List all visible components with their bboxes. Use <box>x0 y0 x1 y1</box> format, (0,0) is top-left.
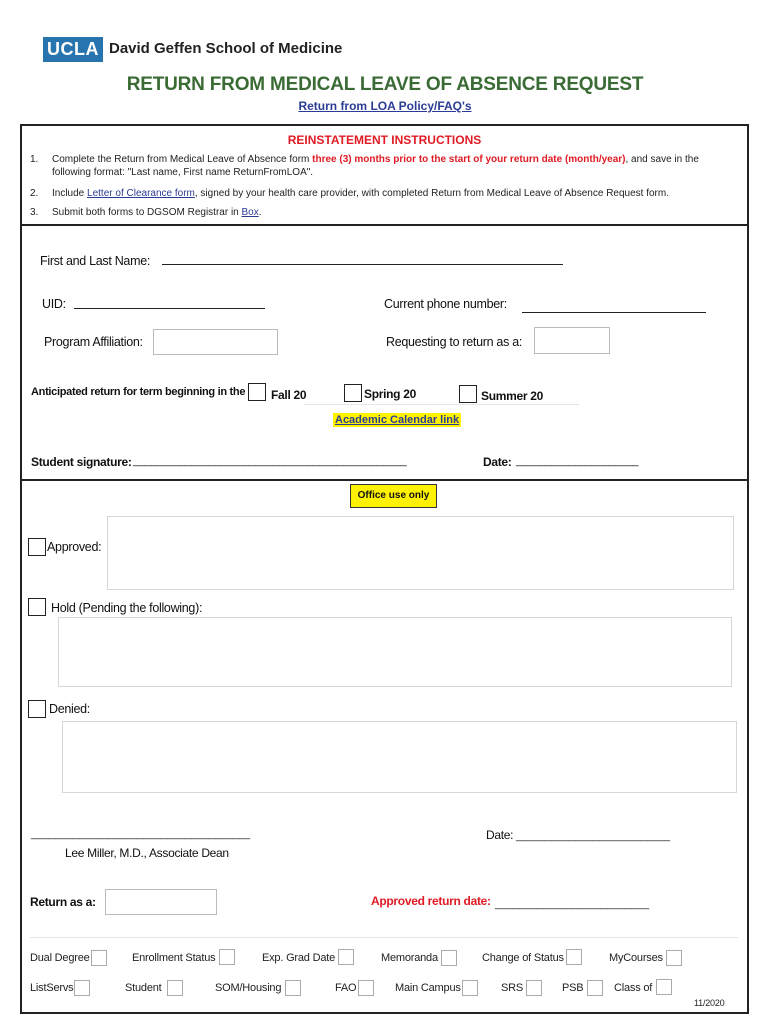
checklist-fao-checkbox[interactable] <box>358 980 374 996</box>
instruction-text: . <box>258 207 262 218</box>
checklist-student-checkbox[interactable] <box>167 980 183 996</box>
checklist-psb-label: PSB <box>562 982 584 994</box>
instruction-text: Include <box>52 188 88 199</box>
uid-label: UID: <box>42 297 66 311</box>
instructions-box <box>20 124 749 226</box>
summer-checkbox[interactable] <box>459 385 477 403</box>
office-return-as-input[interactable] <box>105 889 217 915</box>
student-date-label: Date: <box>483 455 512 469</box>
office-use-note: Office use only <box>350 484 437 508</box>
checklist-psb-checkbox[interactable] <box>587 980 603 996</box>
checklist-class-of-label: Class of <box>614 982 653 994</box>
summer-label: Summer 20 <box>481 389 543 403</box>
denied-notes-area[interactable] <box>62 721 737 793</box>
checklist-change-of-status-checkbox[interactable] <box>566 949 582 965</box>
school-name: David Geffen School of Medicine <box>109 40 343 57</box>
approved-label: Approved: <box>47 540 102 554</box>
name-field[interactable] <box>162 264 563 265</box>
checklist-main-campus-checkbox[interactable] <box>462 980 478 996</box>
instruction-number: 3. <box>30 207 39 218</box>
checklist-divider <box>30 937 738 938</box>
hold-notes-area[interactable] <box>58 617 732 687</box>
instruction-text: , signed by your health care provider, with completed Return from Medical Leave of Absence Request form. <box>194 188 669 199</box>
box-link[interactable]: Box <box>241 207 259 218</box>
checklist-enrollment-status-label: Enrollment Status <box>132 952 216 964</box>
fall-label: Fall 20 <box>271 388 307 402</box>
instruction-number: 1. <box>30 154 39 165</box>
hold-label: Hold (Pending the following): <box>51 601 203 615</box>
approved-date-label: Approved return date: <box>371 894 491 908</box>
dean-date-field[interactable]: __________________________ <box>516 830 670 842</box>
phone-field[interactable] <box>522 312 706 313</box>
approved-notes-area[interactable] <box>107 516 734 590</box>
return-as-input[interactable] <box>534 327 610 354</box>
deadline-emphasis: three (3) months prior to the start of your return date (month/year) <box>312 154 626 165</box>
denied-label: Denied: <box>49 702 90 716</box>
name-label: First and Last Name: <box>40 254 151 268</box>
dean-signature-field[interactable]: _____________________________________ <box>31 828 250 840</box>
letter-of-clearance-link[interactable]: Letter of Clearance form <box>87 188 195 199</box>
checklist-exp-grad-date-checkbox[interactable] <box>338 949 354 965</box>
denied-checkbox[interactable] <box>28 700 46 718</box>
term-label: Anticipated return for term beginning in the <box>31 386 246 398</box>
program-affiliation-input[interactable] <box>153 329 278 355</box>
filename-format: following format: "Last name, First name ReturnFromLOA". <box>52 167 314 178</box>
instruction-text: Submit both forms to DGSOM Registrar in <box>52 207 242 218</box>
form-title: RETURN FROM MEDICAL LEAVE OF ABSENCE REQUEST <box>126 74 644 95</box>
approved-date-field[interactable]: __________________________ <box>495 898 649 910</box>
instruction-text: , and save in the <box>625 154 699 165</box>
ucla-logo: UCLA <box>43 37 103 62</box>
checklist-exp-grad-date-label: Exp. Grad Date <box>262 952 336 964</box>
checklist-memoranda-checkbox[interactable] <box>441 950 457 966</box>
checklist-listservs-checkbox[interactable] <box>74 980 90 996</box>
spring-label: Spring 20 <box>364 387 416 401</box>
checklist-memoranda-label: Memoranda <box>381 952 438 964</box>
policy-faq-link[interactable]: Return from LOA Policy/FAQ's <box>298 99 472 113</box>
checklist-dual-degree-label: Dual Degree <box>30 952 90 964</box>
checklist-mycourses-label: MyCourses <box>609 952 663 964</box>
checklist-som-housing-checkbox[interactable] <box>285 980 301 996</box>
term-year-line <box>304 404 579 405</box>
academic-calendar-link[interactable]: Academic Calendar link <box>335 414 460 426</box>
checklist-som-housing-label: SOM/Housing <box>215 982 282 994</box>
hold-checkbox[interactable] <box>28 598 46 616</box>
dean-date-label: Date: <box>486 828 514 842</box>
student-date-field[interactable]: _____________________ <box>516 455 639 467</box>
checklist-fao-label: FAO <box>335 982 357 994</box>
program-label: Program Affiliation: <box>44 335 143 349</box>
instruction-text: Complete the Return from Medical Leave of Absence form <box>52 154 313 165</box>
fall-checkbox[interactable] <box>248 383 266 401</box>
student-signature-label: Student signature: <box>31 455 132 469</box>
return-as-label: Requesting to return as a: <box>386 335 523 349</box>
checklist-srs-checkbox[interactable] <box>526 980 542 996</box>
checklist-class-of-checkbox[interactable] <box>656 979 672 995</box>
instruction-number: 2. <box>30 188 39 199</box>
uid-field[interactable] <box>74 308 265 309</box>
instruction-item-2 <box>30 187 745 200</box>
checklist-enrollment-status-checkbox[interactable] <box>219 949 235 965</box>
checklist-change-of-status-label: Change of Status <box>482 952 564 964</box>
dean-name: Lee Miller, M.D., Associate Dean <box>65 846 229 860</box>
checklist-dual-degree-checkbox[interactable] <box>91 950 107 966</box>
checklist-main-campus-label: Main Campus <box>395 982 461 994</box>
approved-checkbox[interactable] <box>28 538 46 556</box>
checklist-listservs-label: ListServs <box>30 982 74 994</box>
instruction-item-3 <box>30 206 745 219</box>
revision-date: 11/2020 <box>694 998 725 1008</box>
checklist-student-label: Student <box>125 982 162 994</box>
checklist-srs-label: SRS <box>501 982 524 994</box>
instruction-item-1 <box>30 153 745 179</box>
office-return-as-label: Return as a: <box>30 895 96 909</box>
spring-checkbox[interactable] <box>344 384 362 402</box>
instructions-title: REINSTATEMENT INSTRUCTIONS <box>287 133 482 147</box>
checklist-mycourses-checkbox[interactable] <box>666 950 682 966</box>
phone-label: Current phone number: <box>384 297 507 311</box>
student-signature-field[interactable]: _______________________________________________ <box>133 455 407 467</box>
